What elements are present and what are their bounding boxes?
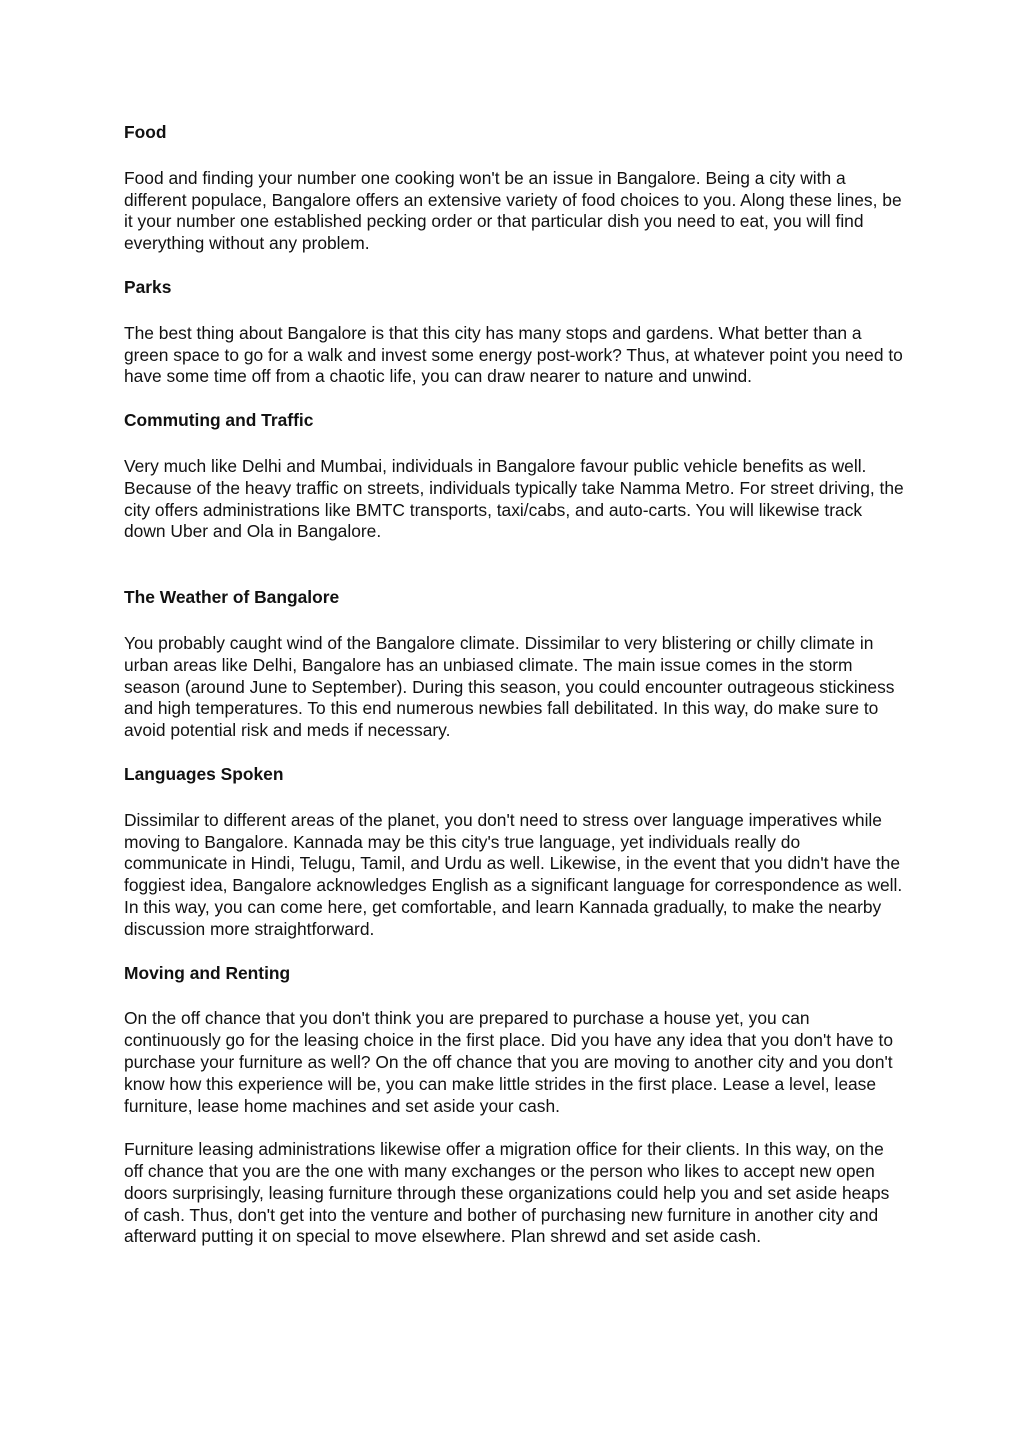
section-heading: The Weather of Bangalore [124, 587, 340, 608]
section-moving-and-renting [124, 963, 904, 1249]
section-languages-spoken [124, 764, 904, 941]
section-heading: Commuting and Traffic [124, 410, 314, 431]
section-food [124, 122, 904, 255]
section-heading: Parks [124, 276, 172, 297]
section-paragraph: Food and finding your number one cooking won't be an issue in Bangalore. Being a city with a different populace, Bangalore offers an extensive variety of food choices to you. Along these lines, be it your number one established pecking order or that particular dish you need to eat, you will find everything without any problem. [124, 167, 902, 254]
section-paragraph: You probably caught wind of the Bangalore climate. Dissimilar to very blistering or chilly climate in urban areas like Delhi, Bangalore has an unbiased climate. The main issue comes in the storm season (around June to September). During this season, you could encounter outrageous stickiness and high temperatures. To this end numerous newbies fall debilitated. In this way, do make sure to avoid potential risk and meds if necessary. [124, 632, 895, 741]
section-heading: Languages Spoken [124, 763, 284, 784]
document-page [124, 122, 904, 1270]
section-paragraph: Very much like Delhi and Mumbai, individuals in Bangalore favour public vehicle benefits as well. Because of the heavy traffic on streets, individuals typically take Namma Metro. For street driving, the city offers administrations like BMTC transports, taxi/cabs, and auto-carts. You will likewise track down Uber and Ola in Bangalore. [124, 455, 904, 542]
section-weather [124, 587, 904, 742]
section-heading: Food [124, 122, 167, 142]
section-parks [124, 277, 904, 388]
section-heading: Moving and Renting [124, 962, 291, 983]
section-paragraph: Furniture leasing administrations likewise offer a migration office for their clients. In this way, on the off chance that you are the one with many exchanges or the person who likes to accept new open doors surprisingly, leasing furniture through these organizations could help you and set aside heaps of cash. Thus, don't get into the venture and bother of purchasing new furniture in another city and afterward putting it on special to move elsewhere. Plan shrewd and set aside cash. [124, 1139, 890, 1247]
section-paragraph: Dissimilar to different areas of the planet, you don't need to stress over language imperatives while moving to Bangalore. Kannada may be this city's true language, yet individuals really do communicate in Hindi, Telugu, Tamil, and Urdu as well. Likewise, in the event that you didn't have the foggiest idea, Bangalore acknowledges English as a significant language for correspondence as well. In this way, you can come here, get comfortable, and learn Kannada gradually, to make the nearby discussion more straightforward. [124, 809, 903, 939]
section-commuting-and-traffic [124, 410, 904, 543]
section-paragraph: On the off chance that you don't think you are prepared to purchase a house yet, you can continuously go for the leasing choice in the first place. Did you have any idea that you don't have to purchase your furniture as well? On the off chance that you are moving to another city and you don't know how this experience will be, you can make little strides in the first place. Lease a level, lease furniture, lease home machines and set aside your cash. [124, 1008, 893, 1116]
section-paragraph: The best thing about Bangalore is that this city has many stops and gardens. What better than a green space to go for a walk and invest some energy post-work? Thus, at whatever point you need to have some time off from a chaotic life, you can draw nearer to nature and unwind. [124, 322, 903, 387]
